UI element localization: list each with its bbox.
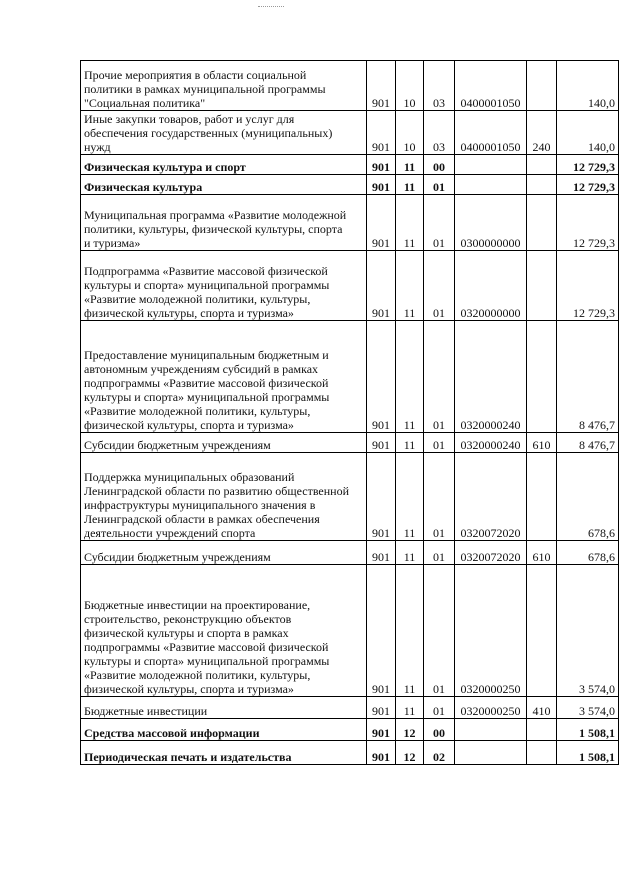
subsection-code: 03: [424, 61, 455, 111]
row-name: Субсидии бюджетным учреждениям: [81, 433, 367, 453]
row-name: Средства массовой информации: [81, 719, 367, 741]
row-name: Прочие мероприятия в области социальной политики в рамках муниципальной программы "Социальная политика": [81, 61, 367, 111]
amount: 1 508,1: [557, 741, 619, 765]
grbs-code: 901: [367, 741, 396, 765]
target-article: 0320000250: [455, 697, 527, 719]
section-code: 11: [396, 251, 424, 321]
section-code: 12: [396, 719, 424, 741]
subsection-code: 01: [424, 565, 455, 697]
table-row: [81, 541, 619, 565]
table-row: [81, 195, 619, 251]
amount: 8 476,7: [557, 433, 619, 453]
row-name: Подпрограмма «Развитие массовой физической культуры и спорта» муниципальной программы «Развитие молодежной политики, культуры, физической культуры, спорта и туризма»: [81, 251, 367, 321]
table-row: [81, 61, 619, 111]
expense-type: 410: [527, 697, 557, 719]
table-row: [81, 697, 619, 719]
section-code: 11: [396, 453, 424, 541]
amount: 1 508,1: [557, 719, 619, 741]
expense-type: 240: [527, 111, 557, 155]
subsection-code: 01: [424, 433, 455, 453]
section-code: 10: [396, 61, 424, 111]
table-row: [81, 453, 619, 541]
amount: 678,6: [557, 541, 619, 565]
row-name: Физическая культура: [81, 175, 367, 195]
section-code: 12: [396, 741, 424, 765]
target-article: 0320072020: [455, 453, 527, 541]
table-row: [81, 251, 619, 321]
grbs-code: 901: [367, 195, 396, 251]
table-row: [81, 175, 619, 195]
subsection-code: 01: [424, 175, 455, 195]
grbs-code: 901: [367, 111, 396, 155]
table-row: [81, 111, 619, 155]
section-code: 11: [396, 697, 424, 719]
row-name: Предоставление муниципальным бюджетным и автономным учреждениям субсидий в рамках подпрограммы «Развитие массовой физической культуры и спорта» муниципальной программы «Развитие молодежной политики, культуры, физической культуры, спорта и туризма»: [81, 321, 367, 433]
expense-type: 610: [527, 433, 557, 453]
section-code: 11: [396, 195, 424, 251]
table-row: [81, 155, 619, 175]
subsection-code: 01: [424, 541, 455, 565]
subsection-code: 02: [424, 741, 455, 765]
amount: 12 729,3: [557, 155, 619, 175]
grbs-code: 901: [367, 155, 396, 175]
grbs-code: 901: [367, 433, 396, 453]
amount: 678,6: [557, 453, 619, 541]
section-code: 11: [396, 541, 424, 565]
budget-table: [80, 60, 619, 765]
subsection-code: 01: [424, 697, 455, 719]
row-name: Поддержка муниципальных образований Ленинградской области по развитию общественной инфраструктуры муниципального значения в Ленинградской области в рамках обеспечения деятельности учреждений спорта: [81, 453, 367, 541]
amount: 12 729,3: [557, 195, 619, 251]
row-name: Субсидии бюджетным учреждениям: [81, 541, 367, 565]
section-code: 11: [396, 433, 424, 453]
target-article: 0400001050: [455, 61, 527, 111]
expense-type: [527, 741, 557, 765]
amount: 12 729,3: [557, 175, 619, 195]
subsection-code: 00: [424, 155, 455, 175]
section-code: 11: [396, 175, 424, 195]
target-article: 0320000240: [455, 433, 527, 453]
section-code: 11: [396, 565, 424, 697]
subsection-code: 01: [424, 251, 455, 321]
expense-type: [527, 321, 557, 433]
target-article: 0320000250: [455, 565, 527, 697]
table-row: [81, 321, 619, 433]
grbs-code: 901: [367, 251, 396, 321]
section-code: 10: [396, 111, 424, 155]
amount: 12 729,3: [557, 251, 619, 321]
amount: 140,0: [557, 61, 619, 111]
row-name: Физическая культура и спорт: [81, 155, 367, 175]
target-article: 0300000000: [455, 195, 527, 251]
row-name: Бюджетные инвестиции: [81, 697, 367, 719]
row-name: Иные закупки товаров, работ и услуг для обеспечения государственных (муниципальных) нужд: [81, 111, 367, 155]
table-row: [81, 565, 619, 697]
grbs-code: 901: [367, 321, 396, 433]
target-article: [455, 741, 527, 765]
expense-type: [527, 61, 557, 111]
table-row: [81, 433, 619, 453]
target-article: [455, 175, 527, 195]
grbs-code: 901: [367, 453, 396, 541]
grbs-code: 901: [367, 719, 396, 741]
amount: 140,0: [557, 111, 619, 155]
section-code: 11: [396, 155, 424, 175]
target-article: 0320072020: [455, 541, 527, 565]
target-article: 0320000000: [455, 251, 527, 321]
grbs-code: 901: [367, 565, 396, 697]
amount: 3 574,0: [557, 565, 619, 697]
expense-type: [527, 251, 557, 321]
row-name: Бюджетные инвестиции на проектирование, строительство, реконструкцию объектов физической культуры и спорта в рамках подпрограммы «Развитие массовой физической культуры и спорта» муниципальной программы «Развитие молодежной политики, культуры, физической культуры, спорта и туризма»: [81, 565, 367, 697]
expense-type: [527, 565, 557, 697]
subsection-code: 01: [424, 321, 455, 433]
target-article: 0400001050: [455, 111, 527, 155]
expense-type: 610: [527, 541, 557, 565]
target-article: [455, 155, 527, 175]
amount: 3 574,0: [557, 697, 619, 719]
expense-type: [527, 719, 557, 741]
grbs-code: 901: [367, 175, 396, 195]
expense-type: [527, 155, 557, 175]
table-row: [81, 719, 619, 741]
row-name: Периодическая печать и издательства: [81, 741, 367, 765]
grbs-code: 901: [367, 541, 396, 565]
section-code: 11: [396, 321, 424, 433]
target-article: 0320000240: [455, 321, 527, 433]
expense-type: [527, 175, 557, 195]
amount: 8 476,7: [557, 321, 619, 433]
target-article: [455, 719, 527, 741]
grbs-code: 901: [367, 61, 396, 111]
subsection-code: 00: [424, 719, 455, 741]
subsection-code: 03: [424, 111, 455, 155]
expense-type: [527, 453, 557, 541]
row-name: Муниципальная программа «Развитие молодежной политики, культуры, физической культуры, спорта и туризма»: [81, 195, 367, 251]
grbs-code: 901: [367, 697, 396, 719]
table-row: [81, 741, 619, 765]
scan-mark: [258, 6, 284, 9]
subsection-code: 01: [424, 195, 455, 251]
expense-type: [527, 195, 557, 251]
subsection-code: 01: [424, 453, 455, 541]
